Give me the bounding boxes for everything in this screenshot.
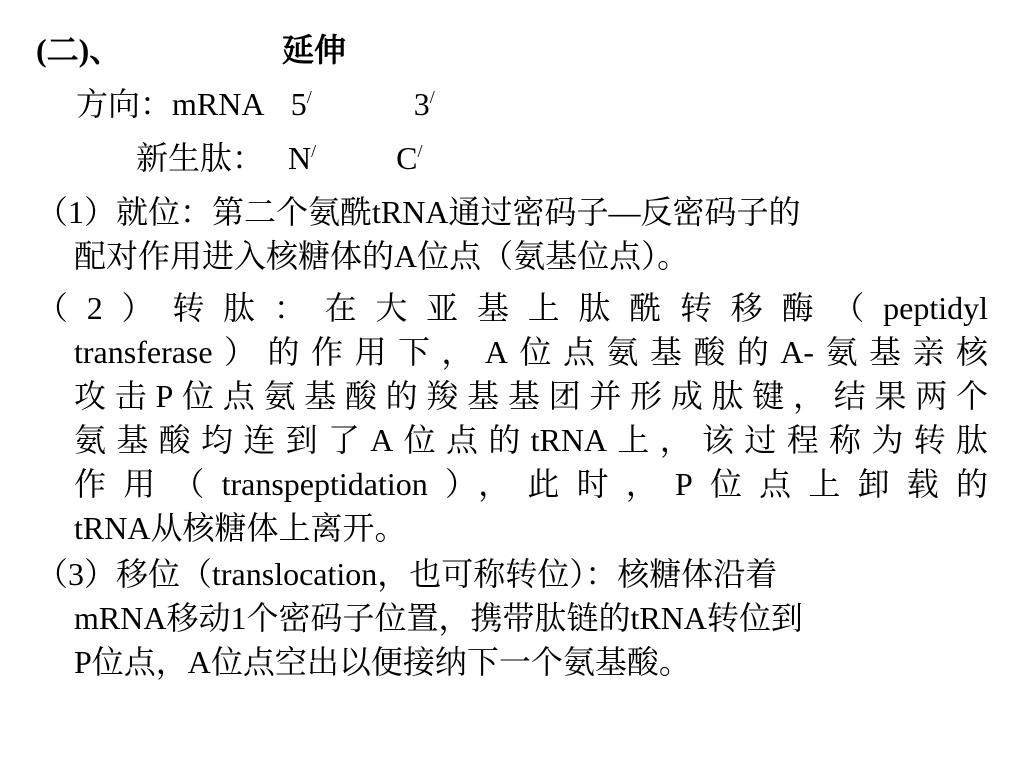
peptide-line: [136, 136, 423, 180]
direction-line: [76, 82, 435, 126]
direction-to: 3: [413, 86, 430, 122]
prime-mark: /: [306, 87, 312, 107]
paragraph-peptidyl-transfer: [36, 286, 988, 550]
direction-from: 5: [290, 86, 307, 122]
paragraph-line: tRNA从核糖体上离开。: [74, 510, 407, 546]
paragraph-line: 氨基酸均连到了A位点的tRNA上，该过程称为转肽: [74, 422, 988, 458]
paragraph-positioning: [36, 190, 988, 278]
prime-mark: /: [311, 141, 317, 161]
paragraph-line: （1）就位：第二个氨酰tRNA通过密码子—反密码子的: [36, 194, 801, 230]
prime-mark: /: [417, 141, 423, 161]
section-number: (二)、: [36, 32, 122, 68]
paragraph-line: 作用（transpeptidation），此时，P位点上卸载的: [74, 466, 988, 502]
paragraph-line: P位点，A位点空出以便接纳下一个氨基酸。: [74, 644, 691, 680]
paragraph-line: transferase）的作用下，A位点氨基酸的A-氨基亲核: [74, 334, 988, 370]
paragraph-line: mRNA移动1个密码子位置，携带肽链的tRNA转位到: [74, 600, 803, 636]
section-title: 延伸: [282, 32, 347, 68]
paragraph-line: 配对作用进入核糖体的A位点（氨基位点）。: [74, 238, 690, 274]
paragraph-line: （2）转肽：在大亚基上肽酰转移酶（peptidyl: [36, 290, 988, 326]
section-heading: [36, 28, 347, 72]
prime-mark: /: [429, 87, 435, 107]
peptide-label: 新生肽：: [136, 140, 265, 176]
paragraph-translocation: [36, 552, 988, 684]
paragraph-line: （3）移位（translocation，也可称转位）：核糖体沿着: [36, 556, 778, 592]
direction-label: 方向：mRNA: [76, 86, 263, 122]
paragraph-line: 攻击P位点氨基酸的羧基基团并形成肽键，结果两个: [74, 378, 988, 414]
peptide-from: N: [288, 140, 312, 176]
peptide-to: C: [396, 140, 418, 176]
